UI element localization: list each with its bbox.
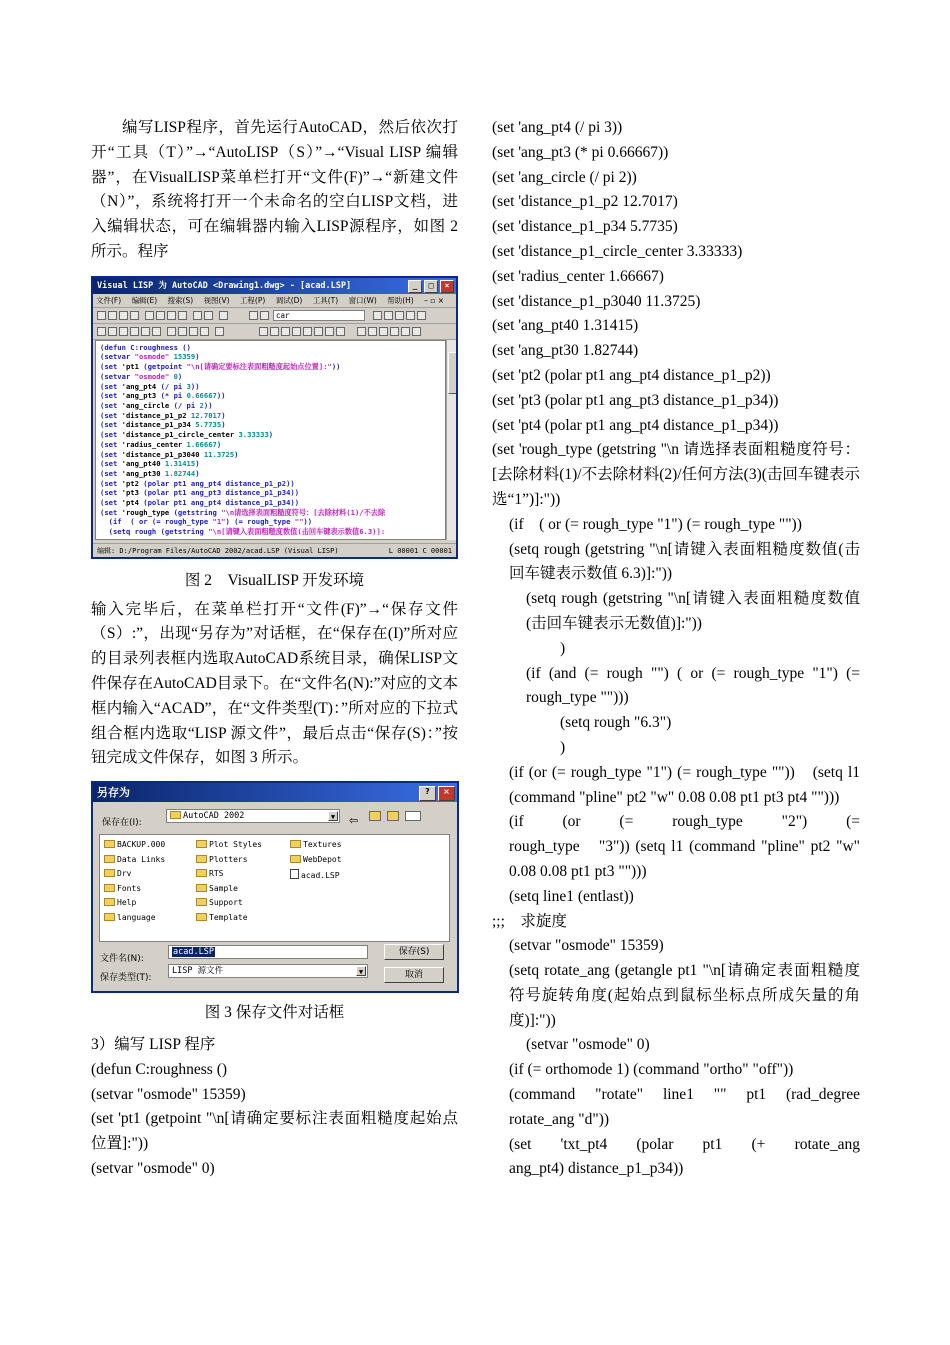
code-token: 'pt1	[121, 362, 139, 372]
code-token: (defun C:roughness ()	[100, 342, 191, 352]
apropos-icon[interactable]	[390, 327, 399, 336]
step-out-icon[interactable]	[119, 327, 128, 336]
chevron-down-icon: ▼	[356, 966, 366, 976]
print-icon[interactable]	[130, 311, 139, 320]
file-name: Fonts	[117, 883, 142, 893]
code-token: 3	[186, 381, 191, 391]
folder-icon	[104, 884, 115, 892]
paragraph-save: 输入完毕后，在菜单栏打开“文件(F)”→“保存文件（S）:”，出现“另存为”对话框，在“保存在(I)”所对应的目录列表框内选取AutoCAD系统目录，确保LISP文件保存在AutoCAD目录下。在“文件名(N):”对应的文本框内输入“ACAD”，在“文件类型(T)：”所对应的下拉式组合框内选取“LISP 源文件”，最后点击“保存(S)：”按钮完成文件保存，如图 3 所示。	[91, 600, 458, 767]
code-token: 1.82744	[160, 468, 196, 478]
code-line: (if ( or (= rough_type "1") (= rough_type ""))	[509, 515, 802, 533]
code-token: 'distance_p1_p2	[121, 410, 187, 420]
editor-code-line	[100, 420, 445, 430]
complete-word-icon[interactable]	[219, 311, 228, 320]
code-line: (command "rotate" line1 "" pt1 (rad_degree rotate_ang "d"))	[509, 1086, 860, 1128]
filetype-label: 保存类型(T):	[100, 973, 152, 984]
editor-code-line	[100, 527, 445, 537]
code-line: (setvar "osmode" 15359)	[91, 1085, 246, 1103]
code-token: )	[221, 410, 226, 420]
redo-icon[interactable]	[204, 311, 213, 320]
code-token: (polar pt1 ang_pt4 distance_p1_p34))	[138, 498, 300, 508]
code-token: 'ang_pt40	[121, 459, 161, 469]
close-button[interactable]: ×	[440, 280, 454, 293]
save-as-titlebar	[93, 783, 457, 802]
code-token: 'distance_p1_p34	[121, 420, 191, 430]
code-line: (set 'pt1 (getpoint "\n[请确定要标注表面粗糙度起始点位置]:"))	[91, 1110, 458, 1153]
file-list-item[interactable]	[104, 898, 136, 908]
file-name: Data Links	[117, 854, 166, 864]
code-token: ))	[216, 391, 226, 401]
editor-scrollbar[interactable]	[446, 340, 456, 540]
editor-code-line	[100, 498, 445, 508]
lisp-file-icon	[290, 869, 299, 879]
code-line: (set 'pt4 (polar pt1 ang_pt4 distance_p1_p34))	[492, 416, 779, 434]
code-token: (set	[100, 381, 122, 391]
find-icon[interactable]	[249, 311, 258, 320]
editor-code-line	[100, 469, 445, 479]
right-column	[492, 116, 876, 1182]
code-token: (setq rough (getstring	[100, 527, 209, 537]
load-selection-icon[interactable]	[270, 327, 279, 336]
code-token: 'distance_p1_circle_center	[121, 430, 235, 440]
menu-item[interactable]: 调试(D)	[275, 295, 303, 305]
open-file-icon[interactable]	[108, 311, 117, 320]
file-list-item[interactable]	[290, 869, 340, 881]
code-token: 12.7017	[186, 410, 222, 420]
code-line: (set 'distance_p1_p34 5.7735)	[492, 218, 678, 236]
folder-icon	[196, 884, 207, 892]
replace-icon[interactable]	[260, 311, 269, 320]
folder-icon	[104, 898, 115, 906]
code-line: (set 'distance_p1_circle_center 3.33333)	[492, 242, 743, 260]
file-list-item[interactable]	[196, 884, 238, 894]
undo-icon[interactable]	[193, 311, 202, 320]
code-line: (set 'distance_p1_p2 12.7017)	[492, 193, 678, 211]
load-window-icon[interactable]	[259, 327, 268, 336]
code-line: (setq rotate_ang (getangle pt1 "\n[请确定表面粗糙度符号旋转角度(起始点到鼠标坐标点所成矢量的角度)]:"))	[509, 962, 860, 1029]
code-line: (if (or (= rough_type "1") (= rough_type "")) (setq l1 (command "pline" pt2 "w" 0.08 0.08 pt1 pt3 pt4 "")))	[509, 763, 860, 806]
code-token: 2	[199, 401, 204, 410]
file-list-item[interactable]	[104, 840, 165, 850]
save-as-dialog-figure	[91, 781, 459, 993]
folder-icon	[196, 840, 207, 848]
menu-item[interactable]: 搜索(S)	[167, 295, 194, 305]
trace-icon[interactable]	[368, 327, 377, 336]
file-name: acad.LSP	[301, 871, 340, 881]
left-column	[91, 116, 458, 1182]
menu-item[interactable]: 窗口(W)	[348, 295, 377, 305]
code-token: 0.66667	[186, 391, 217, 401]
code-line: (setvar "osmode" 0)	[91, 1159, 215, 1177]
code-token: "1"	[212, 517, 226, 527]
code-token: 'distance_p1_p3040	[121, 449, 200, 459]
editor-code-line	[100, 372, 445, 382]
code-line: (set 'ang_pt3 (* pi 0.66667))	[492, 143, 669, 161]
code-line: (if (and (= rough "") ( or (= rough_type "1") (= rough_type "")))	[526, 664, 860, 707]
file-name: BACKUP.000	[117, 840, 166, 850]
folder-icon	[196, 869, 207, 877]
cut-icon[interactable]	[145, 311, 154, 320]
code-token: 1.31415	[160, 459, 196, 469]
watch-icon[interactable]	[178, 327, 187, 336]
code-token: (set	[100, 459, 122, 469]
file-name: Sample	[209, 883, 238, 893]
folder-icon	[290, 840, 301, 848]
code-token: 'rough_type	[121, 507, 170, 517]
file-list-item[interactable]	[104, 855, 165, 865]
code-token: 'radius_center	[121, 439, 183, 449]
file-name: WebDepot	[303, 854, 342, 864]
code-token: ))	[203, 401, 213, 410]
code-token: 'pt4	[121, 498, 139, 508]
visual-lisp-window-figure	[91, 276, 458, 559]
code-token: )	[177, 371, 183, 381]
uncomment-icon[interactable]	[325, 327, 334, 336]
code-token: (polar pt1 ang_pt3 distance_p1_p34))	[138, 488, 300, 498]
inspect-icon[interactable]	[357, 327, 366, 336]
code-token: 5.7735	[190, 420, 222, 430]
menu-item[interactable]: 视图(V)	[203, 295, 230, 305]
editor-code-line	[100, 479, 445, 489]
code-line: (set 'ang_circle (/ pi 2))	[492, 168, 637, 186]
code-token: (set	[100, 439, 122, 449]
bookmark-toggle-icon[interactable]	[384, 311, 393, 320]
help-button[interactable]: ?	[419, 786, 436, 801]
code-line: (setq rough (getstring "\n[请键入表面粗糙度数值(击回车键表示无数值)]:"))	[526, 590, 860, 632]
code-token: 'ang_pt4	[121, 381, 157, 391]
code-token: 'ang_pt30	[121, 468, 161, 478]
code-line: (setq rough (getstring "\n[请键入表面粗糙度数值(击回车键表示数值 6.3)]:"))	[509, 540, 860, 583]
left-code-block	[91, 1058, 458, 1182]
file-name: RTS	[209, 869, 224, 879]
code-token: ""	[294, 517, 304, 527]
code-line: (if (= orthomode 1) (command "ortho" "off"))	[509, 1061, 794, 1079]
code-token: 0	[169, 371, 178, 381]
chevron-down-icon: ▼	[328, 811, 338, 821]
section-heading: 3）编写 LISP 程序	[91, 1035, 216, 1053]
file-list-item[interactable]	[196, 869, 223, 879]
file-name: Support	[209, 898, 243, 908]
code-token: "osmode"	[134, 352, 170, 362]
code-line: (setq rough "6.3")	[560, 714, 672, 732]
code-token: 1.66667	[182, 439, 217, 449]
visual-lisp-menubar	[93, 294, 456, 308]
code-line: (set 'radius_center 1.66667)	[492, 267, 664, 285]
code-token: "\n[请键入表面粗糙度数值(击回车键表示数值6.3)]:	[208, 527, 386, 537]
code-token: 'ang_circle	[121, 401, 170, 410]
menu-item[interactable]: 工具(T)	[312, 295, 339, 305]
copy-icon[interactable]	[156, 311, 165, 320]
save-icon[interactable]	[119, 311, 128, 320]
code-line: (set 'pt3 (polar pt1 ang_pt3 distance_p1_p34))	[492, 391, 779, 409]
code-token: )	[221, 420, 226, 430]
code-token: (polar pt1 ang_pt4 distance_p1_p2))	[138, 478, 295, 488]
file-list-item[interactable]	[104, 884, 141, 894]
bookmark-clear-icon[interactable]	[417, 311, 426, 320]
code-token: )	[195, 459, 200, 469]
code-token: 'pt2	[121, 478, 139, 488]
code-token: (set	[100, 401, 122, 410]
code-token: "osmode"	[134, 371, 170, 381]
folder-icon	[290, 855, 301, 863]
folder-icon	[104, 840, 115, 848]
visual-lisp-statusbar	[93, 543, 456, 557]
status-position: L 00001 C 00001	[388, 546, 452, 555]
maximize-button[interactable]: □	[424, 280, 438, 293]
editor-code-line	[100, 508, 445, 518]
code-token: ))	[190, 381, 200, 391]
file-name: language	[117, 912, 156, 922]
code-token: (setvar	[100, 352, 135, 362]
code-line: (set 'rough_type (getstring "\n 请选择表面粗糙度符号：[去除材料(1)/不去除材料(2)/任何方法(3)(击回车键表示选“1”)]:"))	[492, 441, 860, 508]
editor-code-line	[100, 362, 445, 372]
bookmark-next-icon[interactable]	[395, 311, 404, 320]
code-token: )	[195, 468, 200, 478]
code-token: )	[195, 352, 200, 362]
code-token: (set	[100, 391, 122, 401]
code-token: )	[216, 439, 222, 449]
menu-item[interactable]: 工程(P)	[239, 295, 266, 305]
code-line: (set 'txt_pt4 (polar pt1 (+ rotate_ang ang_pt4) distance_p1_p34))	[509, 1135, 876, 1178]
save-in-select[interactable]: AutoCAD 2002 ▼	[166, 809, 340, 823]
new-file-icon[interactable]	[97, 311, 106, 320]
code-line: )	[560, 639, 566, 657]
save-in-label: 保存在(I):	[102, 818, 142, 829]
continue-icon[interactable]	[130, 327, 139, 336]
editor-code-line	[100, 411, 445, 421]
editor-code-line	[100, 382, 445, 392]
file-name: Drv	[117, 869, 132, 879]
fig3-caption: 图 3 保存文件对话框	[204, 1004, 345, 1022]
folder-icon	[196, 898, 207, 906]
folder-icon	[104, 855, 115, 863]
filetype-select[interactable]: LISP 源文件 ▼	[168, 964, 368, 978]
file-name: Help	[117, 898, 137, 908]
file-list[interactable]	[99, 834, 450, 942]
code-line: (setq line1 (entlast))	[509, 887, 634, 905]
quit-icon[interactable]	[141, 327, 150, 336]
code-token: (/ pi	[169, 401, 200, 410]
code-line: (setvar "osmode" 15359)	[509, 937, 664, 955]
editor-code-line	[100, 450, 445, 460]
delete-icon[interactable]	[178, 311, 187, 320]
paragraph-intro: 编写LISP程序，首先运行AutoCAD，然后依次打开“工具（T）”→“AutoLISP（S）”→“Visual LISP 编辑器”，在VisualLISP菜单栏打开“文件(F)”→“新建文件（N）”，系统将打开一个未命名的空白LISP文档，进入编辑状态，可在编辑器内输入LISP源程序，如图 2 所示。程序	[91, 119, 458, 260]
code-token: ))	[303, 517, 313, 527]
fig2-caption: 图 2 VisualLISP 开发环境	[184, 571, 365, 589]
editor-code-line	[100, 430, 445, 440]
editor-code-line	[100, 352, 445, 362]
code-line: (defun C:roughness ()	[91, 1060, 228, 1078]
code-line: ;;; 求旋度	[492, 912, 567, 930]
cancel-button[interactable]: 取消	[384, 967, 444, 983]
code-line: (set 'pt2 (polar pt1 ang_pt4 distance_p1_p2))	[492, 366, 771, 384]
code-line: (setvar "osmode" 0)	[526, 1036, 650, 1054]
visual-lisp-titlebar	[93, 278, 456, 294]
step-into-icon[interactable]	[97, 327, 106, 336]
code-token: (set	[100, 498, 122, 508]
help-icon[interactable]	[412, 327, 421, 336]
code-token: ) (= rough_type	[225, 517, 295, 527]
parentheses-match-icon[interactable]	[336, 327, 345, 336]
code-token: (getstring	[169, 507, 222, 517]
code-token: (set	[100, 488, 122, 498]
editor-code-line	[100, 517, 445, 527]
editor-code-line	[100, 440, 445, 450]
code-token: "\n[请确定要标注表面粗糙度起始点位置]:"	[186, 362, 332, 372]
file-list-item[interactable]	[196, 913, 248, 923]
save-button[interactable]: 保存(S)	[384, 944, 444, 960]
file-list-item[interactable]	[196, 855, 248, 865]
bookmark-prev-icon[interactable]	[406, 311, 415, 320]
glasses-icon[interactable]	[189, 327, 198, 336]
code-token: (getpoint	[138, 362, 187, 372]
folder-icon	[104, 913, 115, 921]
file-name: Plotters	[209, 854, 248, 864]
code-token: (set	[100, 420, 122, 430]
file-name: Textures	[303, 840, 342, 850]
format-window-icon[interactable]	[281, 327, 290, 336]
folder-icon	[196, 913, 207, 921]
file-name: Plot Styles	[209, 840, 262, 850]
symbol-service-icon[interactable]	[379, 327, 388, 336]
file-list-item[interactable]	[104, 913, 156, 923]
code-token: (* pi	[156, 391, 187, 401]
editor-code-line	[100, 459, 445, 469]
up-folder-icon[interactable]	[369, 811, 381, 821]
search-combo[interactable]: car	[273, 310, 365, 321]
menu-item[interactable]: 文件(F)	[96, 295, 122, 305]
file-list-item[interactable]	[290, 840, 342, 850]
code-token: (set	[100, 430, 122, 440]
code-token: (if ( or (= rough_type	[100, 517, 213, 527]
search-go-icon[interactable]	[373, 311, 382, 320]
code-token: )	[234, 449, 239, 459]
folder-icon	[104, 869, 115, 877]
code-line: )	[560, 738, 566, 756]
code-token: (set	[100, 478, 122, 488]
mdi-controls-icon[interactable]: – ▫ ×	[424, 295, 444, 305]
file-list-item[interactable]	[290, 855, 342, 865]
code-line: (if (or (= rough_type "2") (= rough_type "3")) (setq l1 (command "pline" pt2 "w" 0.08 0.08 pt1 pt3 "")))	[509, 813, 876, 880]
code-line: (set 'ang_pt40 1.31415)	[492, 317, 639, 335]
editor-code-line	[100, 401, 445, 411]
editor-code-line	[100, 391, 445, 401]
code-line: (set 'ang_pt30 1.82744)	[492, 342, 639, 360]
code-editor[interactable]	[95, 340, 446, 540]
status-left: 编辑: D:/Program Files/AutoCAD 2002/acad.LSP (Visual LISP)	[97, 546, 339, 555]
editor-code-line	[100, 343, 445, 353]
save-as-title: 另存为	[97, 786, 130, 800]
dialog-close-button[interactable]: ×	[438, 786, 455, 801]
new-folder-icon[interactable]	[387, 811, 399, 821]
format-selection-icon[interactable]	[292, 327, 301, 336]
code-token: ))	[331, 362, 341, 372]
activate-autocad-icon[interactable]	[215, 327, 224, 336]
toolbar-standard	[93, 308, 456, 324]
code-token: (set	[100, 362, 122, 372]
folder-icon	[196, 855, 207, 863]
code-token: (set	[100, 507, 122, 517]
back-icon[interactable]: ⇦	[349, 814, 359, 828]
editor-code-line	[100, 488, 445, 498]
breakpoint-icon[interactable]	[167, 327, 176, 336]
menu-item[interactable]: 帮助(H)	[387, 295, 414, 305]
view-menu-icon[interactable]	[405, 811, 421, 821]
menu-item[interactable]: 编辑(E)	[131, 295, 158, 305]
file-name: Template	[209, 912, 248, 922]
code-line: (set 'ang_pt4 (/ pi 3))	[492, 119, 623, 136]
reset-icon[interactable]	[152, 327, 161, 336]
code-line: (set 'distance_p1_p3040 11.3725)	[492, 292, 701, 310]
filename-label: 文件名(N):	[100, 954, 144, 965]
file-list-item[interactable]	[196, 898, 243, 908]
minimize-button[interactable]: _	[408, 280, 422, 293]
code-token: 15359	[169, 352, 196, 362]
code-content	[96, 341, 445, 537]
code-token: 'pt3	[121, 488, 139, 498]
last-break-icon[interactable]	[200, 327, 209, 336]
code-token: (set	[100, 410, 122, 420]
watch-window-icon[interactable]	[401, 327, 410, 336]
code-token: (setvar	[100, 371, 135, 381]
step-over-icon[interactable]	[108, 327, 117, 336]
file-list-item[interactable]	[104, 869, 131, 879]
check-window-icon[interactable]	[303, 327, 312, 336]
filename-input[interactable]: acad.LSP	[168, 945, 368, 959]
code-token: (set	[100, 468, 122, 478]
code-token: 11.3725	[199, 449, 235, 459]
code-token: )	[268, 430, 274, 440]
code-token: (/ pi	[156, 381, 187, 391]
file-list-item[interactable]	[196, 840, 262, 850]
toolbar-debug	[93, 324, 456, 340]
code-token: (set	[100, 449, 122, 459]
visual-lisp-title: Visual LISP 为 AutoCAD <Drawing1.dwg> - [acad.LSP]	[97, 280, 352, 291]
code-token: 'ang_pt3	[121, 391, 157, 401]
folder-icon	[170, 811, 181, 819]
comment-icon[interactable]	[314, 327, 323, 336]
code-token: 3.33333	[234, 430, 269, 440]
paste-icon[interactable]	[167, 311, 176, 320]
code-token: "\n请选择表面粗糙度符号：[去除材料(1)/不去除	[221, 507, 386, 517]
